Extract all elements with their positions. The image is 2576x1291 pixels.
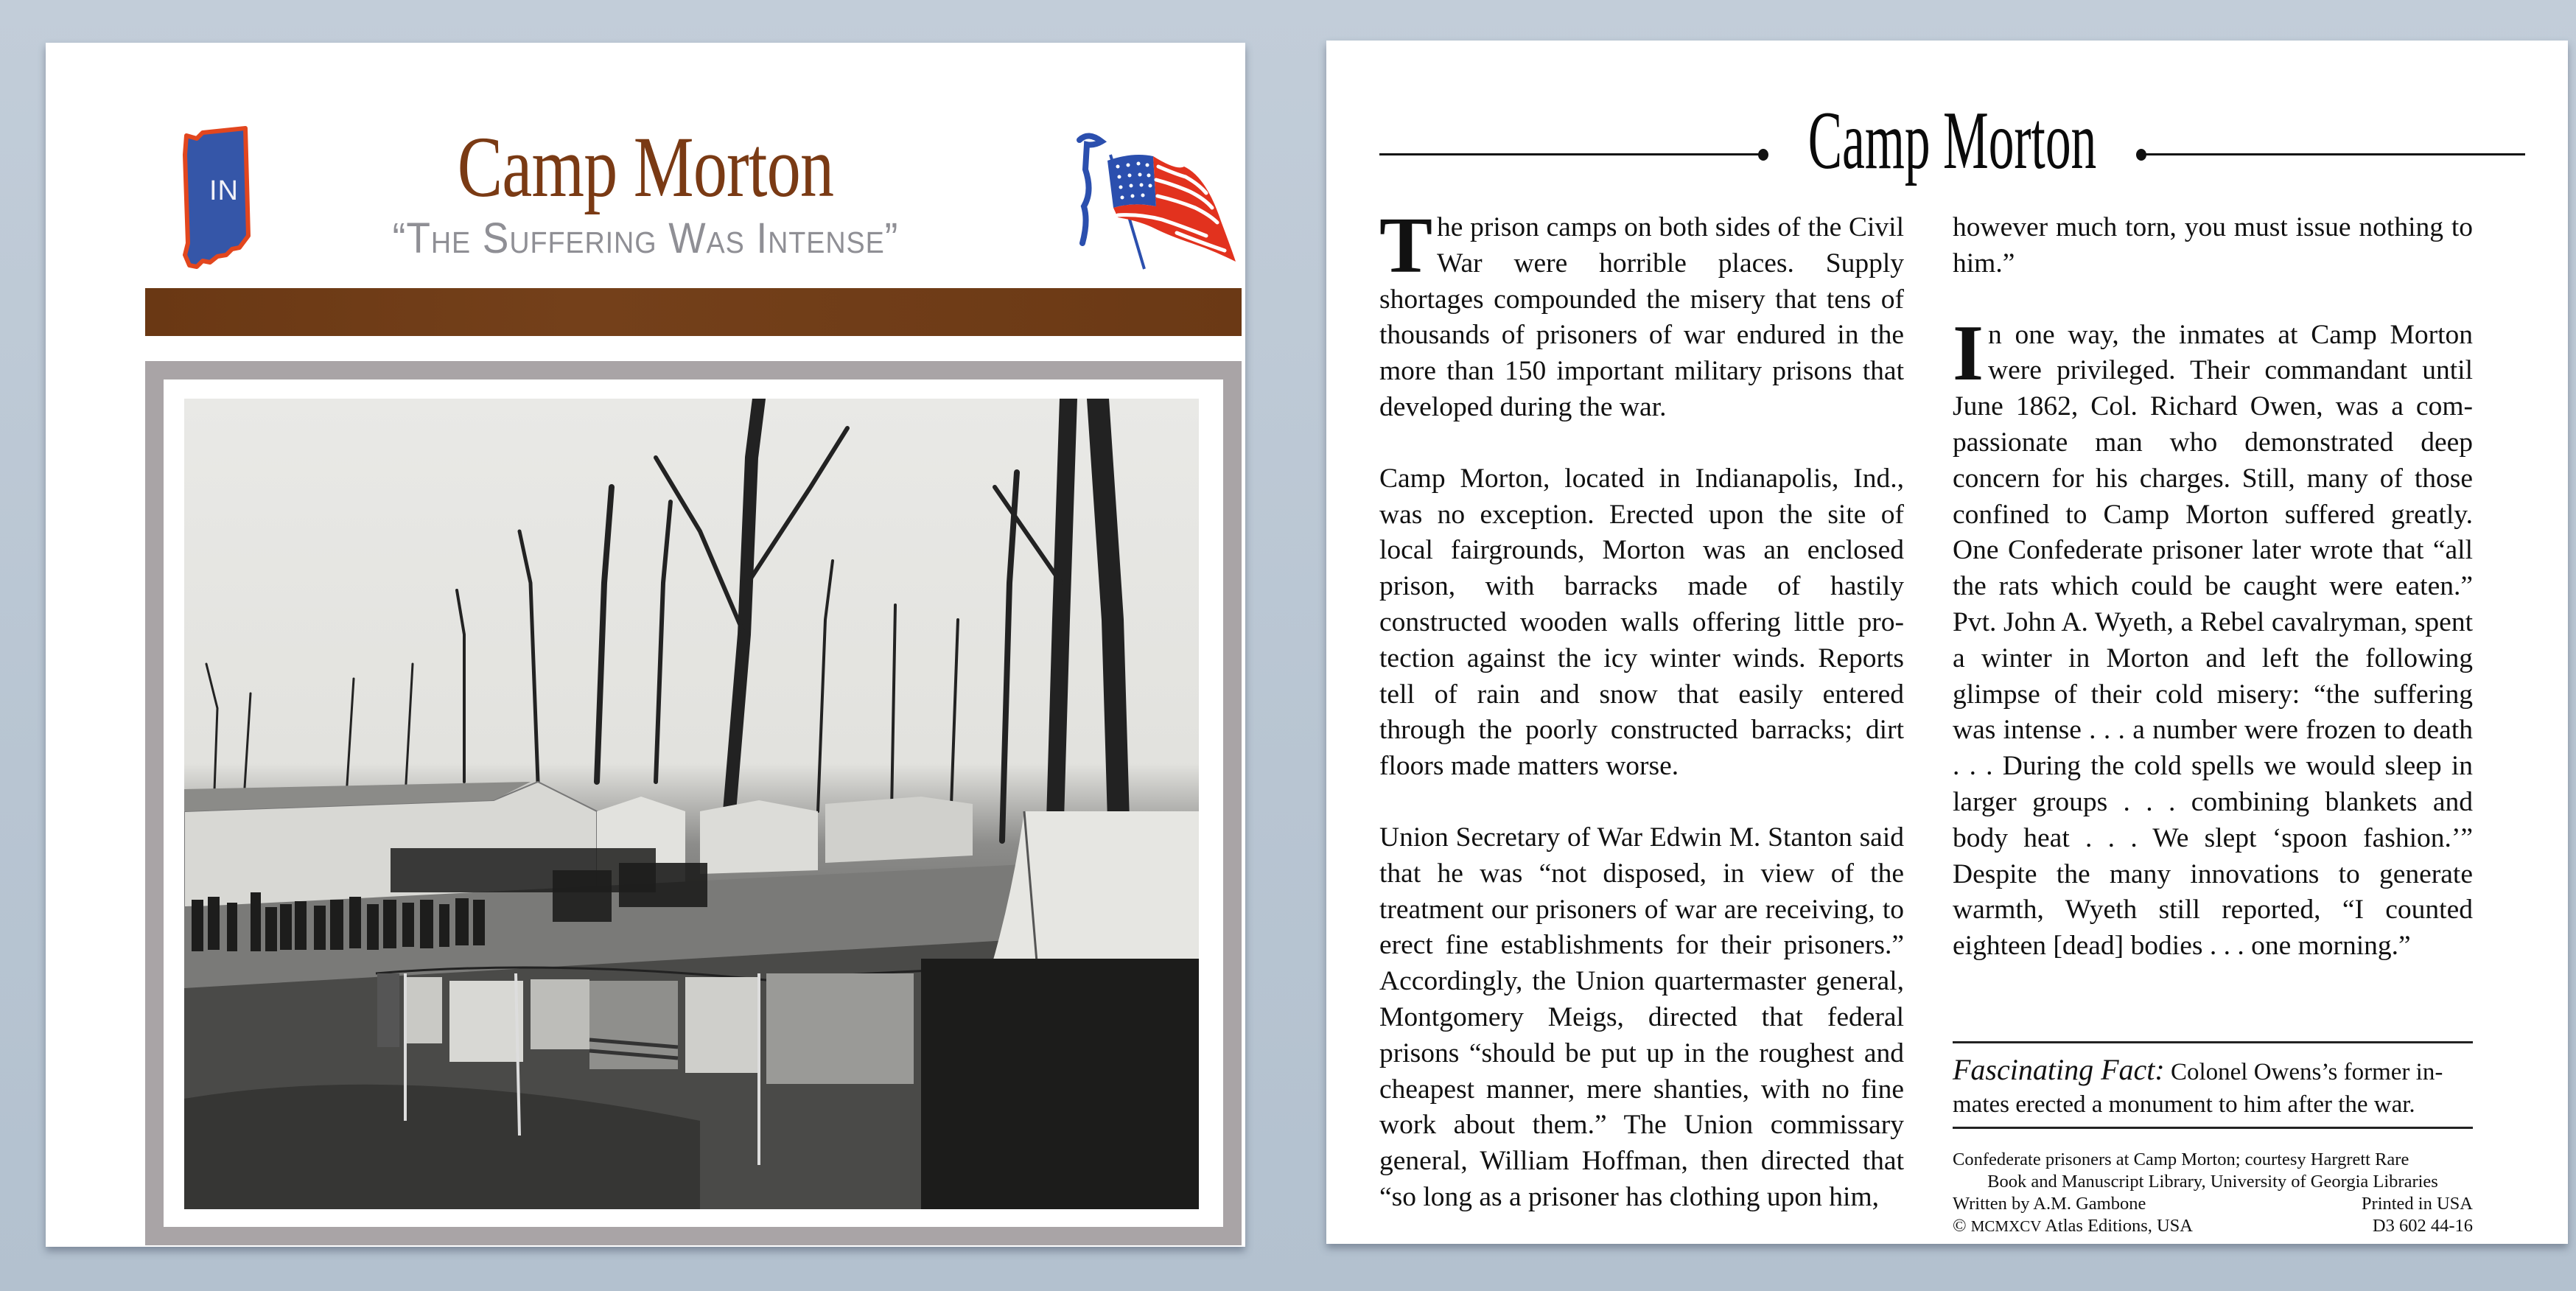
fascinating-fact xyxy=(1953,1041,2473,1129)
paragraph-text: he prison camps on both sides of the Civil War were horrible places. Supply shortages compounded the misery that tens of thousands of prisoners of war endured in the more than 150 important military prisons that developed during the war. xyxy=(1379,212,1904,422)
us-flag-icon xyxy=(1066,125,1243,276)
copyright-line xyxy=(1953,1215,2473,1237)
paragraph xyxy=(1379,820,1904,1216)
back-title-row xyxy=(1379,95,2525,186)
card-title: Camp Morton xyxy=(457,119,834,215)
title-rule-right xyxy=(2142,153,2525,155)
fact-text: Colonel Owens’s former inmates erected a monument to him after the war. xyxy=(1953,1059,2443,1118)
paragraph xyxy=(1379,202,1904,426)
back-title: Camp Morton xyxy=(1807,95,2097,186)
copyright-icon: © xyxy=(1953,1216,1967,1236)
historical-photo xyxy=(184,399,1199,1209)
author: Written by A.M. Gambone xyxy=(1953,1194,2146,1214)
author-line xyxy=(1953,1193,2473,1215)
card-back xyxy=(1326,41,2568,1244)
paragraph-text: Union Secretary of War Edwin M. Stanton said that he was “not disposed, in view of the treatment our prisoners of war are receiving, to erect fine establishments for their prisoners.” Accordingly, the Union quartermaster general, Montgomery Meigs, directed that federal prisons “should be put up in the roughest and cheapest manner, mere shanties, with no fine work about them.” The Union commissary general, William Hoffman, then directed that “so long as a prisoner has clothing upon him, xyxy=(1379,822,1904,1212)
photo-frame xyxy=(145,361,1242,1245)
paragraph-text: Camp Morton, located in Indianapolis, Ind., was no exception. Erected upon the site of local fairgrounds, Morton was an enclosed prison, with barracks made of hastily constructed wooden walls offering little protection against the icy winter winds. Reports tell of rain and snow that easily entered through the poorly constructed barracks; dirt floors made matters worse. xyxy=(1379,463,1904,782)
card-front xyxy=(46,43,1245,1247)
state-abbreviation: IN xyxy=(209,175,239,206)
dropcap: I xyxy=(1953,309,1984,397)
credits xyxy=(1953,1149,2473,1237)
title-band xyxy=(145,288,1242,336)
paragraph xyxy=(1379,461,1904,785)
printed-in: Printed in USA xyxy=(2361,1194,2473,1214)
paragraph xyxy=(1953,309,2473,965)
dropcap: T xyxy=(1379,202,1433,290)
article-column-left xyxy=(1379,202,1904,1251)
photo-credit-line-1: Confederate prisoners at Camp Morton; courtesy Hargrett Rare xyxy=(1953,1150,2409,1169)
copyright xyxy=(1953,1215,2193,1237)
paragraph-text: n one way, the inmates at Camp Morton were privileged. Their commandant until June 1862, Col. Richard Owen, was a compassionate man who demonstrated deep concern for his charges. Still, many of those confined to Camp Morton suffered greatly. One Confederate prisoner later wrote that “all the rats which could be caught were eaten.” Pvt. John A. Wyeth, a Rebel cavalryman, spent a winter in Morton and left the following glimpse of their cold misery: “the suffering was intense . . . a number were frozen to death . . . During the cold spells we would sleep in larger groups . . . combining blankets and body heat . . . We slept ‘spoon fashion.’” Despite the many innovations to generate warmth, Wyeth still reported, “I counted eighteen [dead] bodies . . . one morning.” xyxy=(1953,319,2473,962)
copyright-year: MCMXCV xyxy=(1970,1217,2042,1235)
product-code: D3 602 44-16 xyxy=(2372,1216,2473,1236)
photo-credit-line-2: Book and Manuscript Library, University of Georgia Libraries xyxy=(1987,1172,2438,1192)
publisher: Atlas Editions, USA xyxy=(2041,1216,2193,1236)
article-column-right xyxy=(1953,210,2473,1000)
fact-label: Fascinating Fact: xyxy=(1953,1053,2165,1086)
card-subtitle: “The Suffering Was Intense” xyxy=(392,214,899,262)
paragraph-text: however much torn, you must issue nothing to him.” xyxy=(1953,212,2473,279)
paragraph xyxy=(1953,210,2473,282)
